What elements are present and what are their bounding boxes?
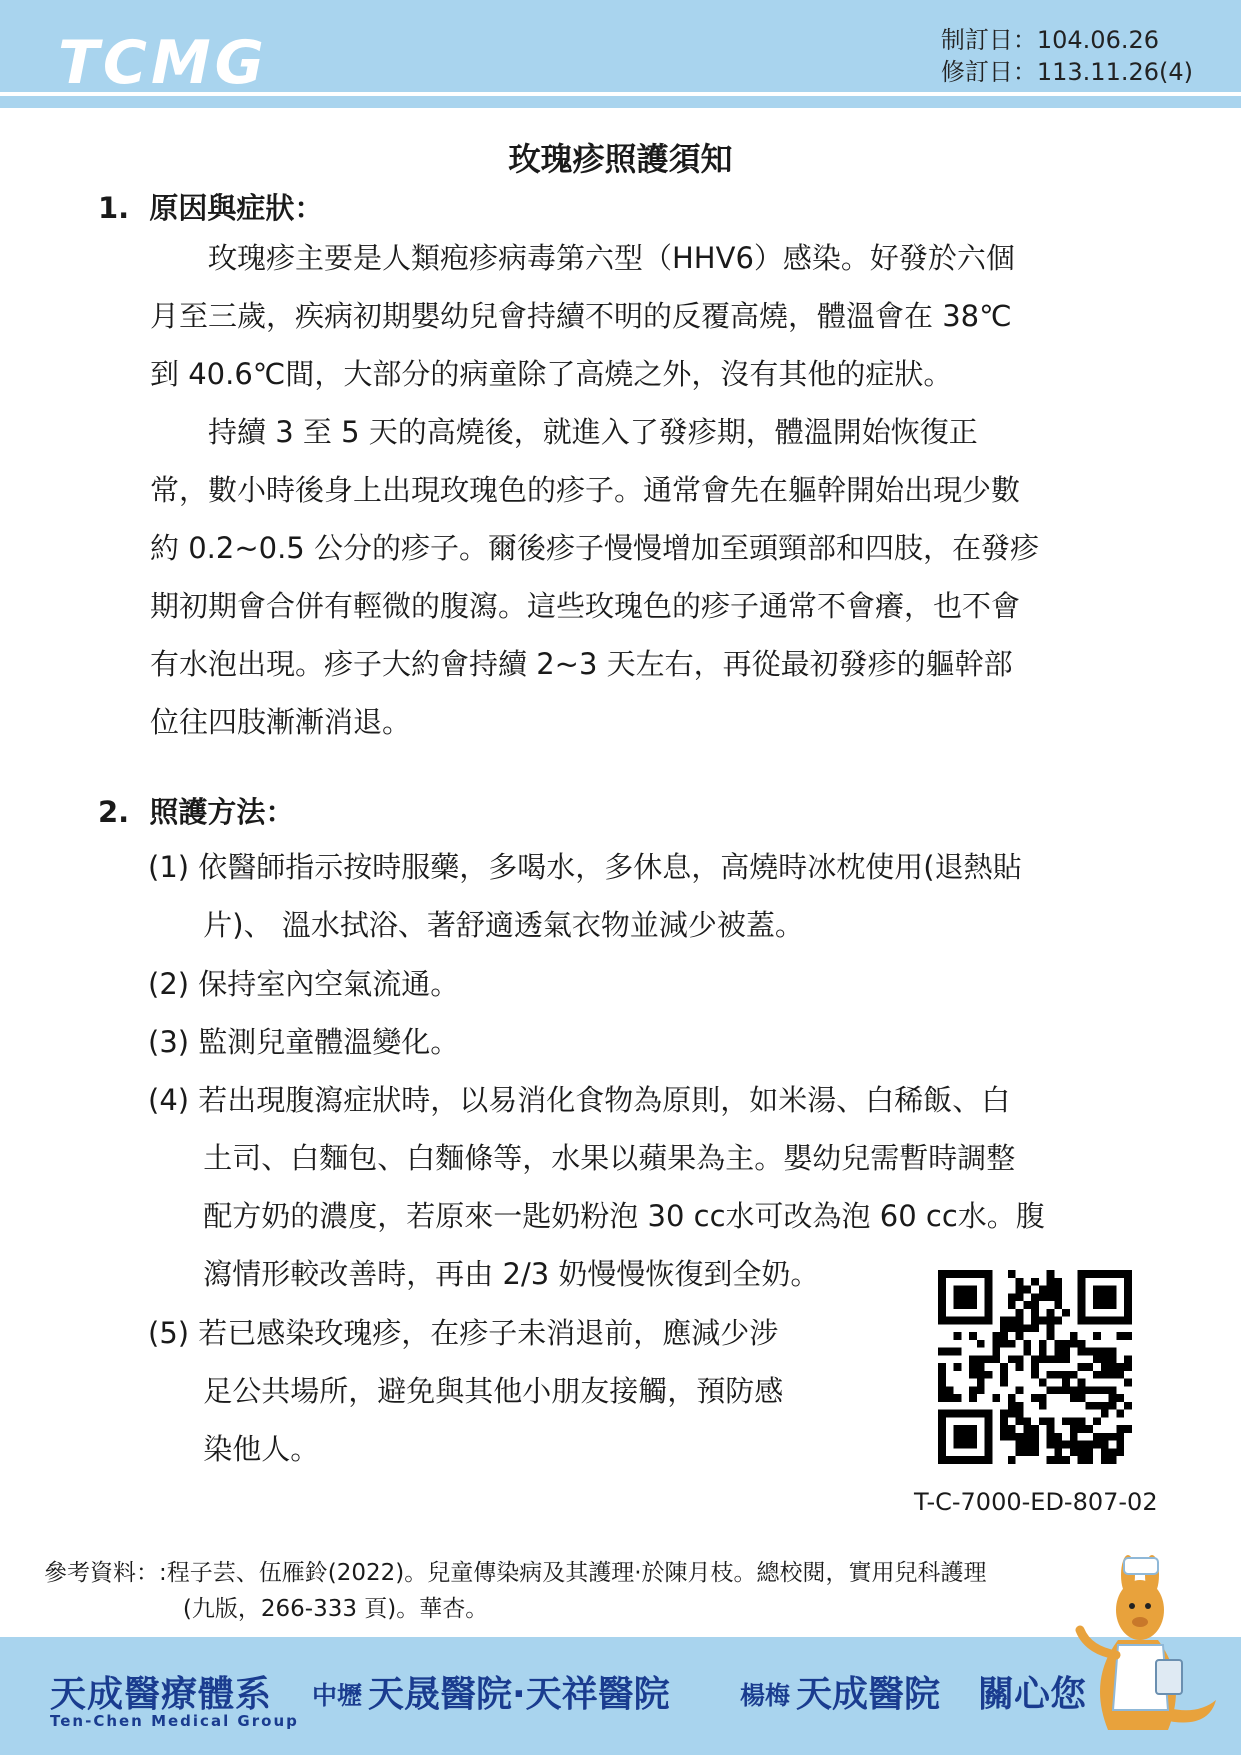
qr-module	[1101, 1355, 1109, 1363]
qr-module	[1124, 1332, 1132, 1340]
qr-module	[1054, 1433, 1062, 1441]
qr-module	[1047, 1456, 1055, 1464]
qr-module	[1039, 1293, 1047, 1301]
text-line: 玫瑰疹主要是人類疱疹病毒第六型（HHV6）感染。好發於六個	[150, 241, 1015, 275]
qr-module	[1085, 1456, 1093, 1464]
qr-module	[1078, 1441, 1086, 1449]
qr-module	[1054, 1317, 1062, 1325]
qr-module	[1078, 1386, 1086, 1394]
qr-module	[1062, 1441, 1070, 1449]
qr-module	[977, 1340, 985, 1348]
reference-line: 參考資料：:程子芸、伍雁鈴(2022)。兒童傳染病及其護理·於陳月枝。總校閱，實用兒科護理	[44, 1560, 987, 1586]
location-zhongli: 中壢	[312, 1681, 363, 1710]
qr-module	[1008, 1317, 1016, 1325]
qr-module	[1008, 1270, 1016, 1278]
text-line: 常，數小時後身上出現玫瑰色的疹子。通常會先在軀幹開始出現少數	[150, 473, 1021, 507]
section-heading-care: 2. 照護方法：	[98, 795, 295, 829]
qr-finder-top-right	[1078, 1270, 1132, 1324]
qr-module	[1054, 1340, 1062, 1348]
qr-module	[1000, 1379, 1008, 1387]
text-line: 月至三歲，疾病初期嬰幼兒會持續不明的反覆高燒，體溫會在 38℃	[150, 299, 1012, 333]
qr-module	[1031, 1278, 1039, 1286]
text-line: 染他人。	[148, 1432, 320, 1466]
qr-module	[1070, 1433, 1078, 1441]
qr-module	[992, 1332, 1000, 1340]
qr-module	[1039, 1379, 1047, 1387]
qr-module	[1047, 1386, 1055, 1394]
reference-line: (九版，266-333 頁)。華杏。	[44, 1596, 489, 1622]
qr-code[interactable]	[938, 1270, 1132, 1464]
qr-module	[1078, 1425, 1086, 1433]
qr-module	[1016, 1433, 1024, 1441]
qr-module	[969, 1363, 977, 1371]
qr-module	[1016, 1324, 1024, 1332]
qr-module	[1109, 1448, 1117, 1456]
qr-module	[1023, 1286, 1031, 1294]
qr-module	[1008, 1394, 1016, 1402]
qr-module	[1101, 1348, 1109, 1356]
qr-module	[1054, 1286, 1062, 1294]
qr-module	[1031, 1394, 1039, 1402]
qr-module	[1008, 1301, 1016, 1309]
qr-module	[992, 1348, 1000, 1356]
qr-module	[992, 1355, 1000, 1363]
qr-module	[1000, 1433, 1008, 1441]
qr-module	[1047, 1433, 1055, 1441]
care-item-1	[148, 838, 1148, 954]
qr-module	[1016, 1286, 1024, 1294]
qr-module	[1031, 1355, 1039, 1363]
causes-paragraph-2	[150, 403, 1150, 751]
qr-module	[1016, 1417, 1024, 1425]
qr-module	[969, 1355, 977, 1363]
page-title: 玫瑰疹照護須知	[508, 140, 733, 178]
qr-module	[1101, 1456, 1109, 1464]
qr-module	[1070, 1425, 1078, 1433]
qr-module	[1047, 1293, 1055, 1301]
qr-module	[1054, 1386, 1062, 1394]
qr-module	[1054, 1348, 1062, 1356]
text-line: 瀉情形較改善時，再由 2/3 奶慢慢恢復到全奶。	[148, 1257, 820, 1291]
qr-module	[1078, 1348, 1086, 1356]
qr-module	[977, 1371, 985, 1379]
qr-module	[1016, 1317, 1024, 1325]
qr-module	[1008, 1340, 1016, 1348]
qr-module	[1023, 1417, 1031, 1425]
qr-module	[1078, 1456, 1086, 1464]
qr-module	[954, 1394, 962, 1402]
text-line: (2) 保持室內空氣流通。	[148, 967, 460, 1001]
qr-module	[1023, 1324, 1031, 1332]
qr-module	[1039, 1355, 1047, 1363]
qr-module	[1054, 1448, 1062, 1456]
hospitals-zhongli: 天晟醫院·天祥醫院	[368, 1674, 670, 1715]
qr-finder-bottom-left	[938, 1410, 992, 1464]
qr-module	[1085, 1348, 1093, 1356]
qr-module	[1093, 1417, 1101, 1425]
qr-module	[938, 1363, 946, 1371]
qr-module	[1008, 1433, 1016, 1441]
qr-module	[1031, 1433, 1039, 1441]
qr-module	[1101, 1402, 1109, 1410]
qr-module	[1109, 1456, 1117, 1464]
qr-module	[1062, 1386, 1070, 1394]
qr-module	[1070, 1441, 1078, 1449]
qr-module	[1124, 1363, 1132, 1371]
created-date: 制訂日：104.06.26	[940, 26, 1160, 54]
qr-module	[938, 1379, 946, 1387]
qr-module	[1116, 1433, 1124, 1441]
kangaroo-doctor-mascot-icon	[1068, 1530, 1218, 1750]
qr-module	[1062, 1379, 1070, 1387]
text-line: (5) 若已感染玫瑰疹，在疹子未消退前，應減少涉	[148, 1316, 779, 1350]
qr-module	[1016, 1363, 1024, 1371]
qr-module	[1023, 1348, 1031, 1356]
qr-module	[1039, 1348, 1047, 1356]
qr-module	[985, 1371, 993, 1379]
qr-module	[1070, 1394, 1078, 1402]
qr-module	[1078, 1394, 1086, 1402]
qr-module	[954, 1363, 962, 1371]
qr-module	[1008, 1410, 1016, 1418]
qr-module	[1031, 1301, 1039, 1309]
qr-module	[1008, 1355, 1016, 1363]
qr-module	[1047, 1324, 1055, 1332]
qr-module	[969, 1371, 977, 1379]
qr-module	[1016, 1355, 1024, 1363]
qr-module	[1016, 1309, 1024, 1317]
qr-module	[1093, 1386, 1101, 1394]
qr-module	[1000, 1324, 1008, 1332]
qr-module	[1101, 1433, 1109, 1441]
qr-module	[1000, 1417, 1008, 1425]
qr-module	[1116, 1363, 1124, 1371]
qr-module	[1085, 1425, 1093, 1433]
qr-module	[1000, 1340, 1008, 1348]
qr-module	[977, 1355, 985, 1363]
qr-module	[1008, 1456, 1016, 1464]
qr-module	[1093, 1371, 1101, 1379]
qr-module	[1023, 1441, 1031, 1449]
qr-module	[1093, 1348, 1101, 1356]
qr-module	[1000, 1410, 1008, 1418]
qr-module	[1109, 1433, 1117, 1441]
qr-module	[1116, 1448, 1124, 1456]
qr-module	[1062, 1371, 1070, 1379]
qr-module	[1116, 1425, 1124, 1433]
qr-module	[1054, 1355, 1062, 1363]
qr-module	[1093, 1355, 1101, 1363]
qr-module	[1031, 1324, 1039, 1332]
qr-module	[1047, 1270, 1055, 1278]
qr-module	[1078, 1363, 1086, 1371]
qr-module	[1039, 1402, 1047, 1410]
care-item-3	[148, 1013, 1148, 1071]
qr-module	[977, 1363, 985, 1371]
qr-module	[946, 1348, 954, 1356]
revised-date: 修訂日：113.11.26(4)	[940, 58, 1193, 86]
qr-module	[1101, 1448, 1109, 1456]
qr-module	[1000, 1425, 1008, 1433]
qr-module	[1047, 1317, 1055, 1325]
text-line: (1) 依醫師指示按時服藥，多喝水，多休息，高燒時冰枕使用(退熱貼	[148, 850, 1022, 884]
location-yangmei: 楊梅	[740, 1681, 791, 1710]
qr-module	[946, 1386, 954, 1394]
qr-module	[1109, 1371, 1117, 1379]
qr-module	[1047, 1371, 1055, 1379]
qr-module	[1016, 1441, 1024, 1449]
qr-module	[1023, 1433, 1031, 1441]
care-item-2	[148, 955, 1148, 1013]
qr-module	[1047, 1417, 1055, 1425]
qr-module	[1039, 1317, 1047, 1325]
qr-module	[1085, 1441, 1093, 1449]
qr-module	[1054, 1371, 1062, 1379]
qr-module	[1039, 1394, 1047, 1402]
qr-module	[938, 1348, 946, 1356]
qr-module	[954, 1348, 962, 1356]
qr-module	[1047, 1355, 1055, 1363]
text-line: 位往四肢漸漸消退。	[150, 705, 412, 739]
qr-module	[1062, 1340, 1070, 1348]
qr-module	[938, 1371, 946, 1379]
qr-module	[1039, 1286, 1047, 1294]
qr-module	[1047, 1425, 1055, 1433]
qr-module	[1023, 1425, 1031, 1433]
reference	[44, 1555, 987, 1627]
tcmg-logo: TCMG	[58, 28, 268, 98]
qr-module	[1070, 1371, 1078, 1379]
qr-module	[992, 1340, 1000, 1348]
qr-module	[1085, 1386, 1093, 1394]
qr-module	[969, 1394, 977, 1402]
text-line: 到 40.6℃間，大部分的病童除了高燒之外，沒有其他的症狀。	[150, 357, 953, 391]
qr-module	[1031, 1317, 1039, 1325]
qr-module	[1016, 1448, 1024, 1456]
qr-module	[1070, 1448, 1078, 1456]
qr-module	[1093, 1402, 1101, 1410]
qr-module	[1070, 1340, 1078, 1348]
qr-module	[1062, 1456, 1070, 1464]
qr-module	[1047, 1441, 1055, 1449]
document-code: T-C-7000-ED-807-02	[914, 1488, 1158, 1516]
qr-module	[969, 1386, 977, 1394]
qr-module	[1023, 1448, 1031, 1456]
text-line: 持續 3 至 5 天的高燒後，就進入了發疹期，體溫開始恢復正	[150, 415, 978, 449]
qr-module	[1109, 1363, 1117, 1371]
qr-module	[1039, 1340, 1047, 1348]
qr-module	[1000, 1371, 1008, 1379]
qr-module	[1116, 1371, 1124, 1379]
qr-module	[1101, 1386, 1109, 1394]
qr-module	[1016, 1410, 1024, 1418]
qr-module	[1054, 1456, 1062, 1464]
qr-module	[1116, 1410, 1124, 1418]
qr-module	[1116, 1441, 1124, 1449]
qr-module	[977, 1379, 985, 1387]
qr-module	[1008, 1293, 1016, 1301]
qr-module	[1101, 1371, 1109, 1379]
qr-module	[1016, 1293, 1024, 1301]
text-line: 土司、白麵包、白麵條等，水果以蘋果為主。嬰幼兒需暫時調整	[148, 1141, 1016, 1175]
qr-module	[1124, 1355, 1132, 1363]
qr-module	[1093, 1441, 1101, 1449]
qr-module	[1109, 1348, 1117, 1356]
qr-module	[1070, 1386, 1078, 1394]
qr-module	[938, 1386, 946, 1394]
qr-module	[1047, 1309, 1055, 1317]
qr-module	[1054, 1301, 1062, 1309]
qr-module	[1101, 1410, 1109, 1418]
qr-module	[1109, 1402, 1117, 1410]
qr-module	[1116, 1394, 1124, 1402]
qr-module	[1085, 1363, 1093, 1371]
text-line: (4) 若出現腹瀉症狀時，以易消化食物為原則，如米湯、白稀飯、白	[148, 1083, 1011, 1117]
qr-module	[1085, 1448, 1093, 1456]
qr-module	[1109, 1355, 1117, 1363]
qr-module	[1016, 1386, 1024, 1394]
qr-module	[1031, 1293, 1039, 1301]
qr-module	[1085, 1402, 1093, 1410]
qr-module	[1016, 1402, 1024, 1410]
qr-module	[1062, 1309, 1070, 1317]
qr-module	[1078, 1417, 1086, 1425]
qr-module	[1093, 1332, 1101, 1340]
qr-module	[1039, 1417, 1047, 1425]
text-line: 片)、 溫水拭浴、著舒適透氣衣物並減少被蓋。	[148, 908, 804, 942]
qr-module	[1054, 1293, 1062, 1301]
qr-module	[1008, 1402, 1016, 1410]
qr-module	[1124, 1379, 1132, 1387]
qr-module	[1031, 1309, 1039, 1317]
qr-module	[1031, 1448, 1039, 1456]
qr-module	[1008, 1324, 1016, 1332]
document-dates	[941, 24, 1193, 88]
qr-module	[946, 1394, 954, 1402]
qr-module	[977, 1386, 985, 1394]
hospital-yangmei: 天成醫院	[796, 1674, 941, 1715]
qr-module	[1101, 1441, 1109, 1449]
causes-paragraph-1	[150, 229, 1150, 403]
qr-module	[1116, 1332, 1124, 1340]
text-line: (3) 監測兒童體溫變化。	[148, 1025, 460, 1059]
qr-module	[1078, 1340, 1086, 1348]
qr-module	[1124, 1402, 1132, 1410]
qr-module	[1008, 1425, 1016, 1433]
qr-module	[1031, 1363, 1039, 1371]
text-line: 配方奶的濃度，若原來一匙奶粉泡 30 cc水可改為泡 60 cc水。腹	[148, 1199, 1045, 1233]
qr-module	[1093, 1433, 1101, 1441]
qr-module	[992, 1394, 1000, 1402]
qr-module	[938, 1394, 946, 1402]
qr-module	[1101, 1363, 1109, 1371]
qr-module	[1047, 1286, 1055, 1294]
qr-module	[1016, 1278, 1024, 1286]
qr-module	[1023, 1340, 1031, 1348]
qr-module	[985, 1355, 993, 1363]
qr-module	[1070, 1332, 1078, 1340]
qr-module	[1078, 1448, 1086, 1456]
qr-module	[1070, 1417, 1078, 1425]
qr-module	[1031, 1371, 1039, 1379]
group-name-en: Ten-Chen Medical Group	[50, 1712, 299, 1730]
qr-finder-top-left	[938, 1270, 992, 1324]
qr-module	[1031, 1441, 1039, 1449]
qr-module	[1000, 1317, 1008, 1325]
qr-module	[1054, 1441, 1062, 1449]
text-line: 足公共場所，避免與其他小朋友接觸，預防感	[148, 1374, 784, 1408]
qr-module	[954, 1332, 962, 1340]
qr-module	[1054, 1278, 1062, 1286]
qr-module	[1000, 1363, 1008, 1371]
qr-module	[1109, 1386, 1117, 1394]
qr-module	[1016, 1332, 1024, 1340]
text-line: 期初期會合併有輕微的腹瀉。這些玫瑰色的疹子通常不會癢，也不會	[150, 589, 1021, 623]
section-heading-causes: 1. 原因與症狀：	[98, 191, 324, 225]
qr-module	[1078, 1379, 1086, 1387]
qr-module	[1109, 1394, 1117, 1402]
qr-module	[1124, 1425, 1132, 1433]
qr-module	[969, 1332, 977, 1340]
qr-module	[1000, 1332, 1008, 1340]
qr-module	[1047, 1332, 1055, 1340]
text-line: 有水泡出現。疹子大約會持續 2~3 天左右，再從最初發疹的軀幹部	[150, 647, 1013, 681]
qr-module	[1023, 1301, 1031, 1309]
qr-module	[1031, 1425, 1039, 1433]
qr-module	[1062, 1348, 1070, 1356]
care-slogan: 關心您	[978, 1674, 1087, 1715]
qr-module	[1062, 1417, 1070, 1425]
qr-module	[1062, 1355, 1070, 1363]
qr-module	[1047, 1278, 1055, 1286]
group-name: 天成醫療體系	[50, 1674, 273, 1715]
text-line: 約 0.2~0.5 公分的疹子。爾後疹子慢慢增加至頭頸部和四肢，在發疹	[150, 531, 1039, 565]
care-item-4	[148, 1071, 1148, 1303]
